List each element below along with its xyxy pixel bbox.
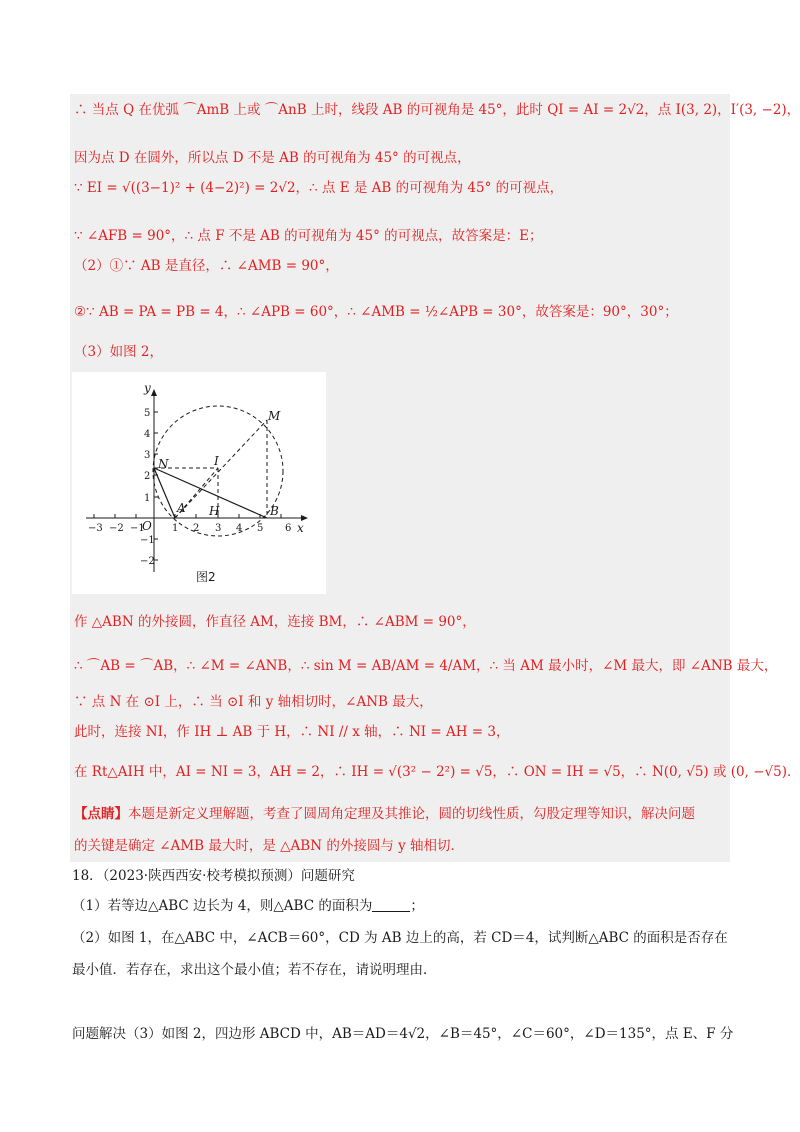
solution-line-11: 此时，连接 NI，作 IH ⊥ AB 于 H，∴ NI // x 轴，∴ NI = AH = 3，: [74, 724, 510, 740]
solution-line-10: ∵ 点 N 在 ⊙I 上，∴ 当 ⊙I 和 y 轴相切时，∠ANB 最大，: [74, 694, 433, 710]
svg-text:4: 4: [236, 523, 243, 534]
point-I-label: I: [214, 454, 219, 468]
svg-text:−2: −2: [109, 523, 124, 534]
problem-q2-line1: （2）如图 1，在△ABC 中，∠ACB＝60°，CD 为 AB 边上的高，若 CD＝4，试判断△ABC 的面积是否存在: [72, 930, 728, 946]
point-H-label: H: [209, 504, 220, 518]
point-N-label: N: [158, 457, 169, 471]
solution-line-3: ∵ EI = √((3−1)² + (4−2)²) = 2√2，∴ 点 E 是 AB 的可视角为 45° 的可视点，: [74, 180, 564, 196]
problem-q3: 问题解决（3）如图 2，四边形 ABCD 中，AB＝AD＝4√2，∠B＝45°，∠C＝60°，∠D＝135°，点 E、F 分: [72, 1026, 734, 1042]
svg-text:5: 5: [257, 523, 264, 534]
y-axis-label: y: [144, 381, 151, 395]
svg-text:−3: −3: [88, 523, 103, 534]
origin-label: O: [142, 519, 152, 533]
tip-text-1: 本题是新定义理解题，考查了圆周角定理及其推论，圆的切线性质，勾股定理等知识，解决问题: [128, 806, 695, 822]
problem-q1-text: （1）若等边△ABC 边长为 4，则△ABC 的面积为: [72, 898, 373, 914]
y-axis-arrow: [151, 389, 157, 396]
svg-text:−1: −1: [140, 535, 155, 546]
problem-q2-line2: 最小值．若存在，求出这个最小值；若不存在，请说明理由．: [72, 962, 437, 978]
point-M-label: M: [268, 409, 281, 423]
solution-line-4: ∵ ∠AFB = 90°，∴ 点 F 不是 AB 的可视角为 45° 的可视点，故答案是：E；: [74, 228, 543, 244]
svg-text:1: 1: [144, 493, 151, 504]
svg-text:3: 3: [144, 450, 151, 461]
answer-blank: [372, 898, 410, 912]
x-axis-label: x: [297, 521, 304, 535]
tip-line-2: 的关键是确定 ∠AMB 最大时，是 △ABN 的外接圆与 y 轴相切．: [74, 838, 465, 854]
svg-text:3: 3: [215, 523, 222, 534]
solution-line-1: ∴ 当点 Q 在优弧 ⌒AmB 上或 ⌒AnB 上时，线段 AB 的可视角是 45°，此时 QI = AI = 2√2，点 I(3, 2)，I′(3, −2)，: [74, 102, 800, 118]
solution-line-5: （2）①∵ AB 是直径，∴ ∠AMB = 90°，: [74, 258, 339, 274]
figure-2: [72, 372, 326, 594]
problem-q1: [72, 896, 424, 916]
tip-label: 【点睛】: [74, 806, 128, 822]
problem-q1-end: ；: [410, 898, 424, 914]
svg-text:−1: −1: [130, 523, 145, 534]
svg-text:−2: −2: [140, 556, 155, 567]
problem-header: 18．（2023·陕西西安·校考模拟预测）问题研究: [72, 868, 355, 884]
solution-line-7: （3）如图 2，: [74, 344, 163, 360]
figure-caption: 图2: [196, 570, 216, 584]
svg-text:6: 6: [285, 523, 292, 534]
solution-line-12: 在 Rt△AIH 中，AI = NI = 3，AH = 2，∴ IH = √(3² − 2²) = √5，∴ ON = IH = √5，∴ N(0, √5) 或 (0, −√5)．: [74, 764, 800, 780]
coordinate-figure: [72, 372, 326, 594]
svg-text:4: 4: [144, 429, 151, 440]
tick-labels: [88, 408, 291, 567]
solution-line-8: 作 △ABN 的外接圆，作直径 AM，连接 BM，∴ ∠ABM = 90°，: [74, 614, 476, 630]
tip-line-1: [74, 804, 695, 824]
svg-text:2: 2: [144, 471, 151, 482]
solution-line-6: ②∵ AB = PA = PB = 4，∴ ∠APB = 60°，∴ ∠AMB = ½∠APB = 30°，故答案是：90°，30°；: [74, 304, 678, 320]
solution-line-2: 因为点 D 在圆外，所以点 D 不是 AB 的可视角为 45° 的可视点，: [74, 150, 471, 166]
solution-line-9: ∴ ⌒AB = ⌒AB，∴ ∠M = ∠ANB，∴ sin M = AB/AM = 4/AM，∴ 当 AM 最小时，∠M 最大，即 ∠ANB 最大，: [74, 658, 778, 674]
point-A-label: A: [177, 501, 186, 515]
svg-text:1: 1: [172, 523, 179, 534]
svg-text:2: 2: [193, 523, 200, 534]
svg-text:5: 5: [144, 408, 151, 419]
point-B-label: B: [270, 504, 279, 518]
